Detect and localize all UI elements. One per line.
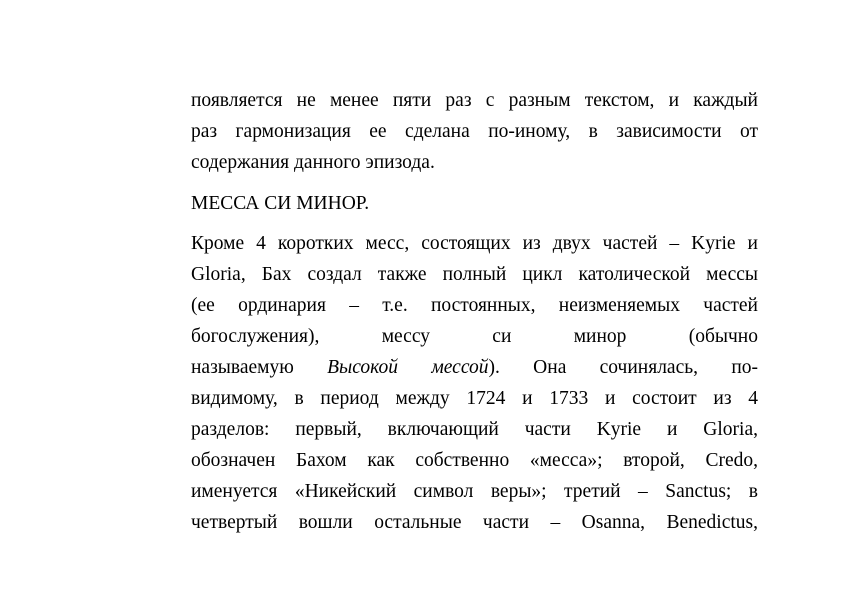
text-line: богослужения), мессу си минор (обычно xyxy=(191,326,758,347)
text-line: четвертый вошли остальные части – Osanna, Benedictus, xyxy=(191,512,758,533)
text-line: раз гармонизация ее сделана по-иному, в зависимости от xyxy=(191,121,758,142)
text-segment: ). Она сочинялась, по- xyxy=(488,357,758,378)
text-line: содержания данного эпизода. xyxy=(191,152,435,173)
text-line: (ее ординария – т.е. постоянных, неизменяемых частей xyxy=(191,295,758,316)
text-line-with-italic xyxy=(191,352,758,383)
italic-title: Высокой мессой xyxy=(327,357,489,378)
paragraph-1 xyxy=(191,85,758,178)
section-heading: МЕССА СИ МИНОР. xyxy=(191,193,370,214)
text-line: видимому, в период между 1724 и 1733 и состоит из 4 xyxy=(191,388,758,409)
text-block xyxy=(191,85,758,538)
text-line: появляется не менее пяти раз с разным текстом, и каждый xyxy=(191,90,758,111)
text-line: Кроме 4 коротких месс, состоящих из двух частей – Kyrie и xyxy=(191,233,758,254)
text-line: именуется «Никейский символ веры»; третий – Sanctus; в xyxy=(191,481,758,502)
text-line: обозначен Бахом как собственно «месса»; второй, Credo, xyxy=(191,450,758,471)
text-line: разделов: первый, включающий части Kyrie и Gloria, xyxy=(191,419,758,440)
text-line: Gloria, Бах создал также полный цикл католической мессы xyxy=(191,264,758,285)
paragraph-2 xyxy=(191,228,758,538)
text-segment: называемую xyxy=(191,357,328,378)
